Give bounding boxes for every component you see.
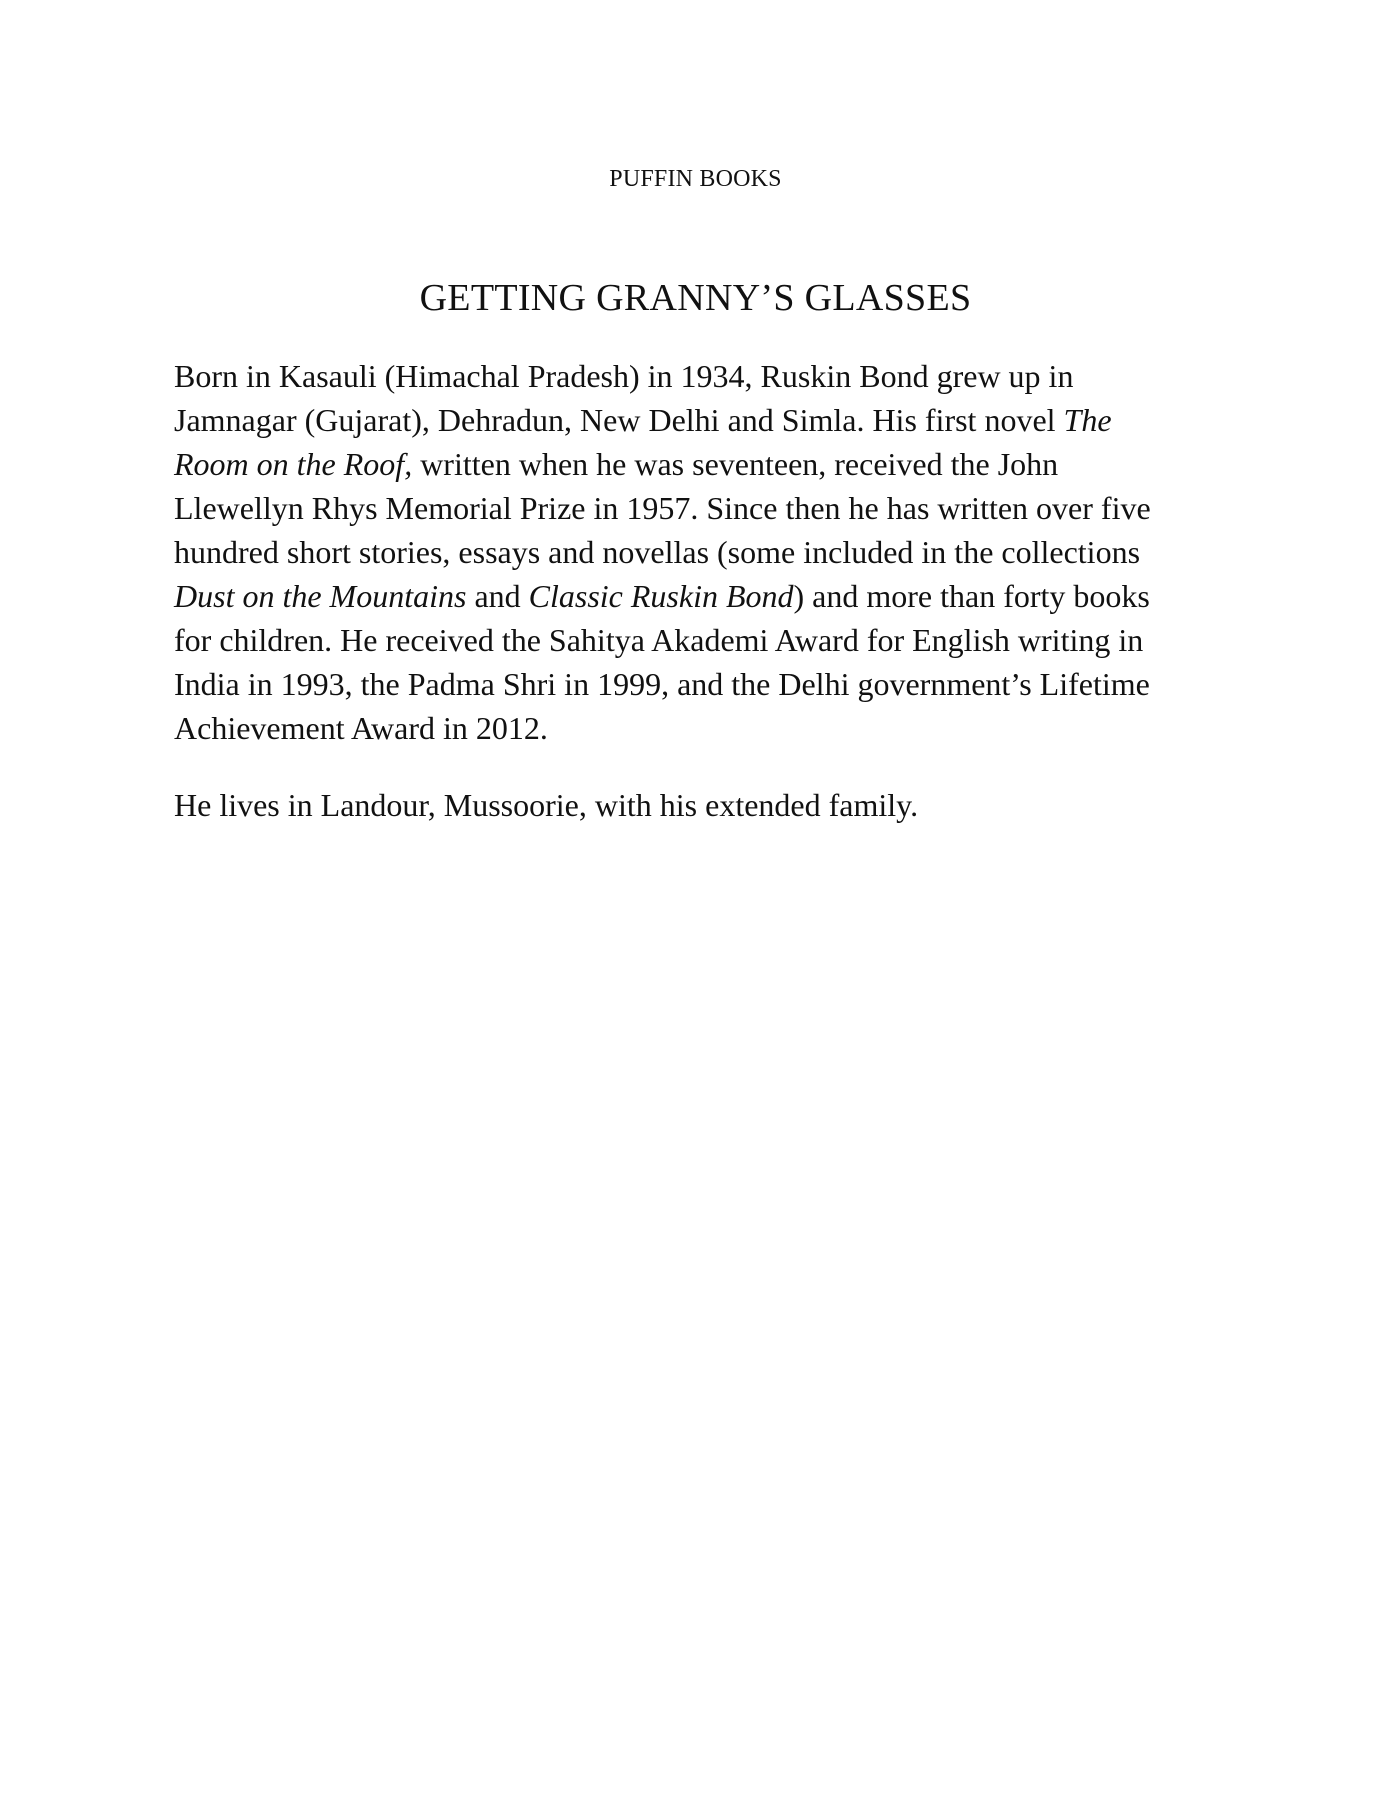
- bio-text: hundred short stories, essays and novellas (some included in the collections: [174, 534, 1141, 570]
- bio-paragraph-1: [174, 354, 1218, 750]
- bio-text: for children. He received the Sahitya Akademi Award for English writing in: [174, 622, 1144, 658]
- bio-line: [174, 706, 1218, 750]
- collection-title-italic: Dust on the Mountains: [174, 578, 467, 614]
- bio-line: [174, 618, 1218, 662]
- publisher-name: PUFFIN BOOKS: [609, 166, 782, 192]
- bio-paragraph-2: He lives in Landour, Mussoorie, with his extended family.: [174, 787, 919, 823]
- bio-text: India in 1993, the Padma Shri in 1999, and the Delhi government’s Lifetime: [174, 666, 1150, 702]
- bio-line: [174, 574, 1218, 618]
- bio-text: Achievement Award in 2012.: [174, 710, 548, 746]
- collection-title-italic: Classic Ruskin Bond: [528, 578, 794, 614]
- bio-text: Jamnagar (Gujarat), Dehradun, New Delhi and Simla. His first novel: [174, 402, 1064, 438]
- bio-text: ) and more than forty books: [793, 578, 1150, 614]
- bio-text: Llewellyn Rhys Memorial Prize in 1957. Since then he has written over five: [174, 490, 1151, 526]
- bio-text: written when he was seventeen, received the John: [412, 446, 1059, 482]
- novel-title-italic: The: [1063, 402, 1112, 438]
- bio-text: Born in Kasauli (Himachal Pradesh) in 1934, Ruskin Bond grew up in: [174, 358, 1074, 394]
- bio-text: and: [466, 578, 529, 614]
- book-title: GETTING GRANNY’S GLASSES: [419, 277, 972, 319]
- bio-line: [174, 442, 1218, 486]
- bio-line: [174, 662, 1218, 706]
- author-bio: [174, 354, 1218, 827]
- bio-line: [174, 530, 1218, 574]
- novel-title-italic: Room on the Roof,: [174, 446, 413, 482]
- bio-line: [174, 354, 1218, 398]
- bio-line: [174, 486, 1218, 530]
- bio-line: [174, 398, 1218, 442]
